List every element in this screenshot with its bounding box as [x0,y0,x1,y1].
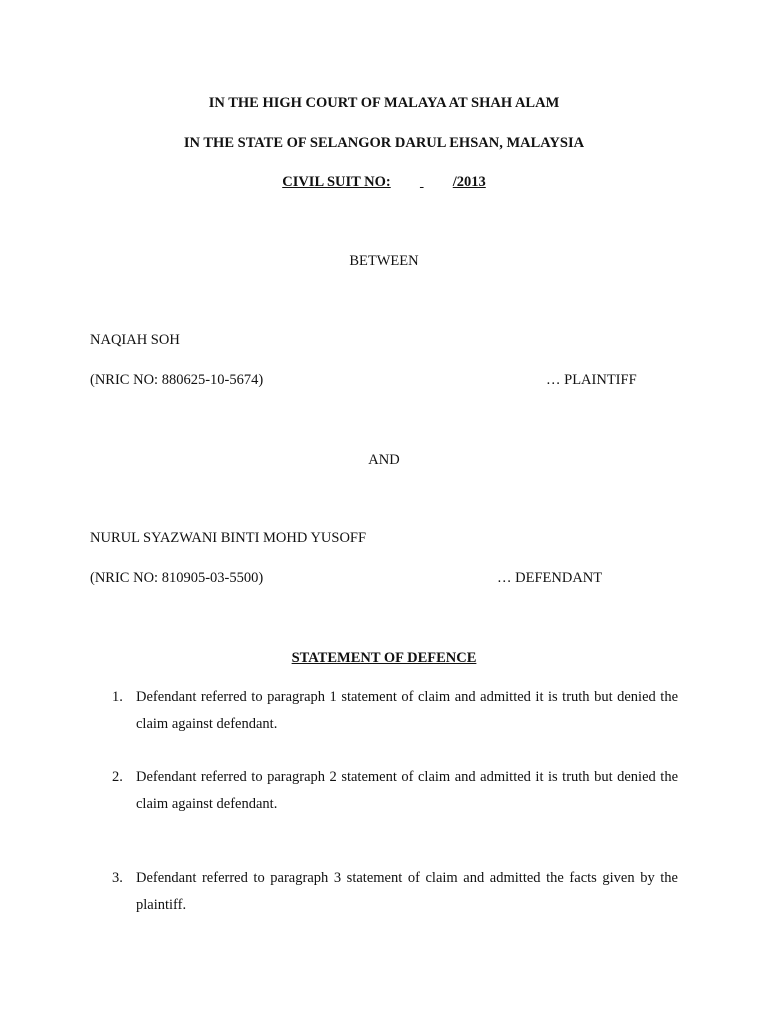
paragraph-text: Defendant referred to paragraph 1 statement of claim and admitted it is truth but denied the claim against defendant. [136,689,678,732]
paragraph-text: Defendant referred to paragraph 2 statement of claim and admitted it is truth but denied the claim against defendant. [136,769,678,812]
paragraph-text: Defendant referred to paragraph 3 statement of claim and admitted the facts given by the plaintiff. [136,870,678,913]
court-heading: IN THE HIGH COURT OF MALAYA AT SHAH ALAM [208,95,560,111]
paragraph-number: 2. [112,769,123,785]
defendant-nric: (NRIC NO: 810905-03-5500) [90,570,264,586]
defendant-name: NURUL SYAZWANI BINTI MOHD YUSOFF [90,530,367,546]
plaintiff-nric: (NRIC NO: 880625-10-5674) [90,372,264,388]
paragraph-number: 3. [112,870,123,886]
statement-title: STATEMENT OF DEFENCE [291,650,477,666]
and-label: AND [368,452,400,468]
paragraph-1 [112,684,678,738]
suit-number-blank [391,175,453,190]
defendant-role: … DEFENDANT [497,570,603,586]
suit-year: /2013 [452,174,486,190]
plaintiff-name: NAQIAH SOH [90,332,180,348]
civil-suit-number [0,175,768,190]
between-label: BETWEEN [349,253,419,269]
paragraph-number: 1. [112,689,123,705]
plaintiff-role: … PLAINTIFF [546,372,637,388]
paragraph-2 [112,764,678,818]
suit-prefix: CIVIL SUIT NO: [282,174,391,190]
state-heading: IN THE STATE OF SELANGOR DARUL EHSAN, MALAYSIA [183,135,585,151]
paragraph-3 [112,865,678,919]
